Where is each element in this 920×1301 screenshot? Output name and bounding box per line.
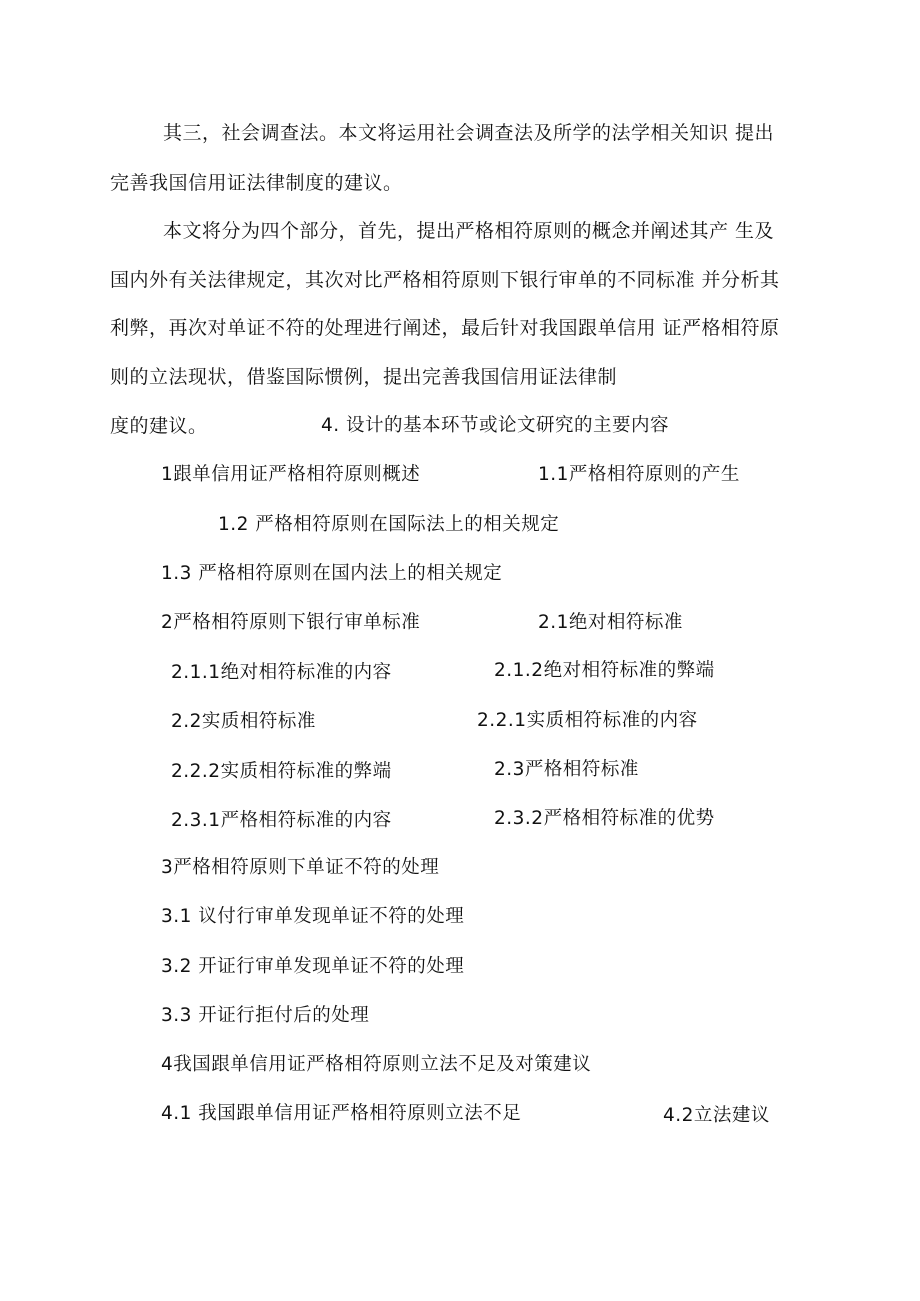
paragraph-1-line-1: 其三，社会调查法。本文将运用社会调查法及所学的法学相关知识 提出 [163,122,775,144]
outline-item-2-2: 2.2实质相符标准 [171,711,316,732]
outline-item-2-2-2: 2.2.2实质相符标准的弊端 [171,761,392,782]
outline-item-2-2-1: 2.2.1实质相符标准的内容 [477,710,698,731]
outline-item-2-1-2: 2.1.2绝对相符标准的弊端 [494,660,715,681]
paragraph-2-line-1: 本文将分为四个部分，首先，提出严格相符原则的概念并阐述其产 生及 [163,220,775,242]
outline-item-2-3-2: 2.3.2严格相符标准的优势 [494,808,715,829]
outline-item-3-1: 3.1 议付行审单发现单证不符的处理 [161,906,465,927]
outline-item-2-3-1: 2.3.1严格相符标准的内容 [171,810,392,831]
outline-item-3: 3严格相符原则下单证不符的处理 [161,857,440,878]
outline-item-1-2: 1.2 严格相符原则在国际法上的相关规定 [218,514,560,535]
outline-item-1-1: 1.1严格相符原则的产生 [538,464,740,485]
paragraph-2-line-2: 国内外有关法律规定，其次对比严格相符原则下银行审单的不同标准 并分析其 [110,269,780,291]
outline-item-2-1-1: 2.1.1绝对相符标准的内容 [171,662,392,683]
outline-item-4-2: 4.2立法建议 [663,1105,770,1126]
outline-item-3-3: 3.3 开证行拒付后的处理 [161,1005,370,1026]
outline-item-4: 4我国跟单信用证严格相符原则立法不足及对策建议 [161,1054,592,1075]
outline-item-4-1: 4.1 我国跟单信用证严格相符原则立法不足 [161,1103,522,1124]
outline-item-2: 2严格相符原则下银行审单标准 [161,612,421,633]
paragraph-2-line-4: 则的立法现状，借鉴国际惯例，提出完善我国信用证法律制 [110,366,618,388]
section-heading: 4. 设计的基本环节或论文研究的主要内容 [321,415,670,436]
outline-item-2-1: 2.1绝对相符标准 [538,612,683,633]
paragraph-2-line-5: 度的建议。 [110,415,208,437]
outline-item-1-3: 1.3 严格相符原则在国内法上的相关规定 [161,563,503,584]
paragraph-1-line-2: 完善我国信用证法律制度的建议。 [110,172,403,194]
outline-item-2-3: 2.3严格相符标准 [494,759,639,780]
outline-item-3-2: 3.2 开证行审单发现单证不符的处理 [161,956,465,977]
outline-item-1: 1跟单信用证严格相符原则概述 [161,464,421,485]
paragraph-2-line-3: 利弊，再次对单证不符的处理进行阐述，最后针对我国跟单信用 证严格相符原 [110,317,780,339]
